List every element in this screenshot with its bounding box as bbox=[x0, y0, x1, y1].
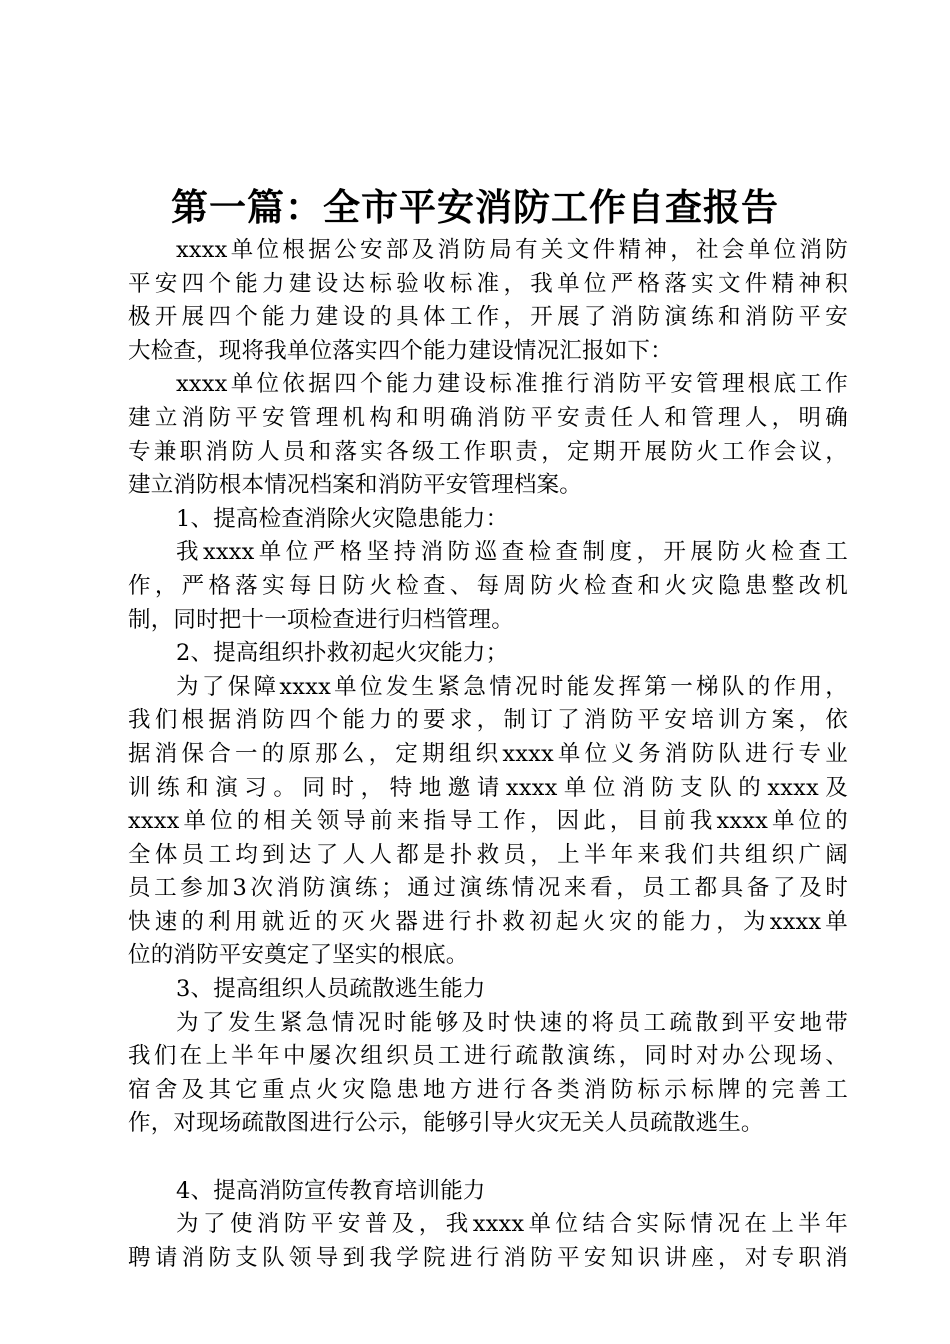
section-heading: 2、提高组织扑救初起火灾能力； bbox=[176, 640, 509, 667]
paragraph-line: 作，对现场疏散图进行公示，能够引导火灾无关人员疏散逃生。 bbox=[128, 1110, 764, 1137]
blank-line bbox=[128, 1141, 848, 1175]
paragraph-line: 为了使消防平安普及，我xxxx单位结合实际情况在上半年 bbox=[176, 1211, 848, 1238]
document-title: 第一篇：全市平安消防工作自查报告 bbox=[171, 186, 779, 229]
paragraph-line: 我们在上半年中屡次组织员工进行疏散演练，同时对办公现场、 bbox=[128, 1043, 848, 1070]
document-body bbox=[128, 234, 848, 1275]
section-heading: 4、提高消防宣传教育培训能力 bbox=[176, 1177, 486, 1204]
paragraph-line: 训练和演习。同时，特地邀请xxxx单位消防支队的xxxx及 bbox=[128, 774, 848, 801]
paragraph-line: 我们根据消防四个能力的要求，制订了消防平安培训方案，依 bbox=[128, 707, 848, 734]
paragraph-line: 平安四个能力建设达标验收标准，我单位严格落实文件精神积 bbox=[128, 270, 848, 297]
paragraph-line: 极开展四个能力建设的具体工作，开展了消防演练和消防平安 bbox=[128, 304, 848, 331]
paragraph-line: 建立消防根本情况档案和消防平安管理档案。 bbox=[128, 472, 583, 499]
paragraph-line: xxxx单位依据四个能力建设标准推行消防平安管理根底工作 bbox=[176, 371, 848, 398]
paragraph-line: 聘请消防支队领导到我学院进行消防平安知识讲座，对专职消 bbox=[128, 1244, 848, 1271]
paragraph-line: 位的消防平安奠定了坚实的根底。 bbox=[128, 942, 469, 969]
paragraph-line: 全体员工均到达了人人都是扑救员，上半年来我们共组织广阔 bbox=[128, 841, 848, 868]
paragraph-line: xxxx单位的相关领导前来指导工作，因此，目前我xxxx单位的 bbox=[128, 808, 848, 835]
paragraph-line: 制，同时把十一项检查进行归档管理。 bbox=[128, 606, 514, 633]
section-heading: 1、提高检查消除火灾隐患能力： bbox=[176, 505, 509, 532]
paragraph-line: 作，严格落实每日防火检查、每周防火检查和火灾隐患整改机 bbox=[128, 572, 848, 599]
paragraph-line: xxxx单位根据公安部及消防局有关文件精神，社会单位消防 bbox=[176, 237, 848, 263]
section-heading: 3、提高组织人员疏散逃生能力 bbox=[176, 976, 486, 1003]
paragraph-line: 建立消防平安管理机构和明确消防平安责任人和管理人，明确 bbox=[128, 404, 848, 431]
paragraph-line: 快速的利用就近的灭火器进行扑救初起火灾的能力，为xxxx单 bbox=[128, 908, 848, 935]
paragraph-line: 为了保障xxxx单位发生紧急情况时能发挥第一梯队的作用， bbox=[176, 673, 848, 700]
paragraph-line: 员工参加3次消防演练；通过演练情况来看，员工都具备了及时 bbox=[128, 875, 848, 902]
paragraph-line: 大检查，现将我单位落实四个能力建设情况汇报如下： bbox=[128, 337, 673, 364]
paragraph-line: 为了发生紧急情况时能够及时快速的将员工疏散到平安地带 bbox=[176, 1009, 848, 1036]
paragraph-line: 我xxxx单位严格坚持消防巡查检查制度，开展防火检查工 bbox=[176, 539, 848, 566]
paragraph-line: 宿舍及其它重点火灾隐患地方进行各类消防标示标牌的完善工 bbox=[128, 1076, 848, 1103]
paragraph-line: 专兼职消防人员和落实各级工作职责，定期开展防火工作会议， bbox=[128, 438, 848, 465]
paragraph-line: 据消保合一的原那么，定期组织xxxx单位义务消防队进行专业 bbox=[128, 740, 848, 767]
